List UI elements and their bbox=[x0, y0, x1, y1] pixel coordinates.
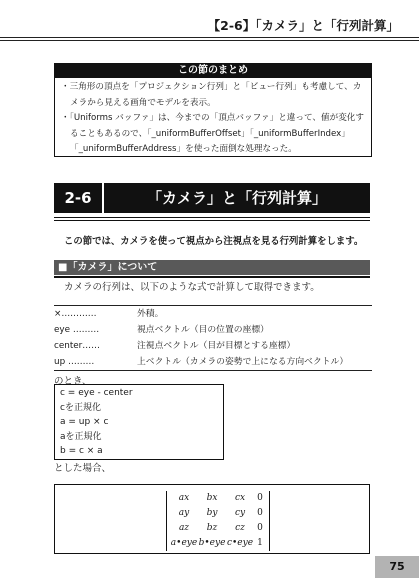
matrix-cell: az bbox=[178, 523, 190, 533]
summary-line: ・「Uniforms バッファ」は、今までの「頂点バッファ」と違って、値が bbox=[61, 113, 339, 124]
matrix-cell: bx bbox=[206, 493, 218, 503]
section-number: 2-6 bbox=[54, 183, 102, 213]
subsection-heading: ■「カメラ」について bbox=[54, 260, 370, 275]
definition-row bbox=[54, 306, 372, 322]
summary-title: この節のまとめ bbox=[55, 64, 371, 78]
calculation-step: c = eye - center bbox=[60, 388, 133, 398]
matrix-cell: 1 bbox=[257, 538, 263, 548]
definition-term: up ……… bbox=[54, 357, 95, 367]
matrix-cell: 0 bbox=[257, 523, 263, 533]
definition-term: ×………… bbox=[54, 309, 97, 319]
summary-line: カメラから見える画角でモデルを表示。 bbox=[70, 82, 362, 108]
section-intro: この節では、カメラを使って視点から注視点を見る行列計算をします。 bbox=[64, 236, 364, 247]
definition-desc: 外積。 bbox=[137, 309, 164, 319]
matrix-right-bracket bbox=[269, 491, 270, 551]
matrix-row bbox=[166, 536, 270, 551]
summary-line: ・三角形の頂点を「プロジェクション行列」と「ビュー行列」も考慮して、 bbox=[61, 82, 353, 92]
definition-row bbox=[54, 322, 372, 338]
matrix-left-bracket bbox=[166, 491, 167, 551]
matrix-cell: 0 bbox=[257, 508, 263, 518]
section-title: 「カメラ」と「行列計算」 bbox=[104, 183, 370, 213]
calculation-step: b = c × a bbox=[60, 446, 103, 457]
matrix-cell: ax bbox=[178, 493, 190, 503]
matrix-cell: ay bbox=[178, 508, 190, 518]
matrix-row bbox=[166, 521, 270, 536]
matrix-cell: bz bbox=[206, 523, 218, 533]
subsection-rule bbox=[54, 276, 370, 278]
definitions-list bbox=[54, 305, 372, 370]
header-rule bbox=[0, 37, 419, 38]
definition-desc: 注視点ベクトル（目が目標とする座標） bbox=[137, 341, 296, 351]
summary-line: Index」「_uniformBufferAddress」を使った面倒な処理なった。 bbox=[70, 128, 350, 155]
summary-item bbox=[61, 111, 365, 158]
matrix-cell: cy bbox=[234, 508, 246, 518]
matrix-cell: cz bbox=[235, 523, 245, 533]
running-header-title: 【2-6】「カメラ」と「行列計算」 bbox=[207, 18, 399, 33]
matrix-cell: 0 bbox=[257, 493, 263, 503]
matrix-cell: b•eye bbox=[198, 538, 226, 548]
definition-row bbox=[54, 338, 372, 354]
section-rule-inner bbox=[54, 220, 370, 221]
calculation-steps-box bbox=[54, 384, 224, 460]
summary-body bbox=[55, 78, 371, 158]
section-rule bbox=[54, 217, 370, 218]
definition-desc: 上ベクトル（カメラの姿勢で上になる方向ベクトル） bbox=[137, 357, 349, 367]
calculation-step: cを正規化 bbox=[60, 402, 101, 413]
page-number: 75 bbox=[375, 556, 419, 578]
matrix-cell: a•eye bbox=[170, 538, 198, 548]
header-rule-inner bbox=[0, 40, 419, 41]
definitions-rule bbox=[54, 370, 372, 371]
calculation-step: a = up × c bbox=[60, 417, 109, 428]
summary-box bbox=[54, 63, 372, 157]
matrix-row bbox=[166, 506, 270, 521]
paragraph-then: とした場合、 bbox=[54, 463, 112, 474]
summary-item bbox=[61, 80, 365, 111]
paragraph-camera-matrix: カメラの行列は、以下のような式で計算して取得できます。 bbox=[64, 282, 320, 293]
summary-line: 変化することもあるので、「_uniformBufferOffset」「_uniformBuffer bbox=[70, 113, 364, 139]
view-matrix bbox=[166, 491, 270, 551]
definition-row bbox=[54, 354, 372, 370]
matrix-cell: by bbox=[206, 508, 218, 518]
calculation-step: aを正規化 bbox=[60, 431, 102, 442]
definition-term: eye ……… bbox=[54, 325, 100, 335]
definition-desc: 視点ベクトル（目の位置の座標） bbox=[137, 325, 269, 335]
matrix-row bbox=[166, 491, 270, 506]
paragraph-when: のとき、 bbox=[54, 376, 92, 387]
matrix-cell: c•eye bbox=[226, 538, 254, 548]
view-matrix-box bbox=[54, 484, 370, 554]
matrix-cell: cx bbox=[234, 493, 246, 503]
definition-term: center…… bbox=[54, 341, 100, 351]
